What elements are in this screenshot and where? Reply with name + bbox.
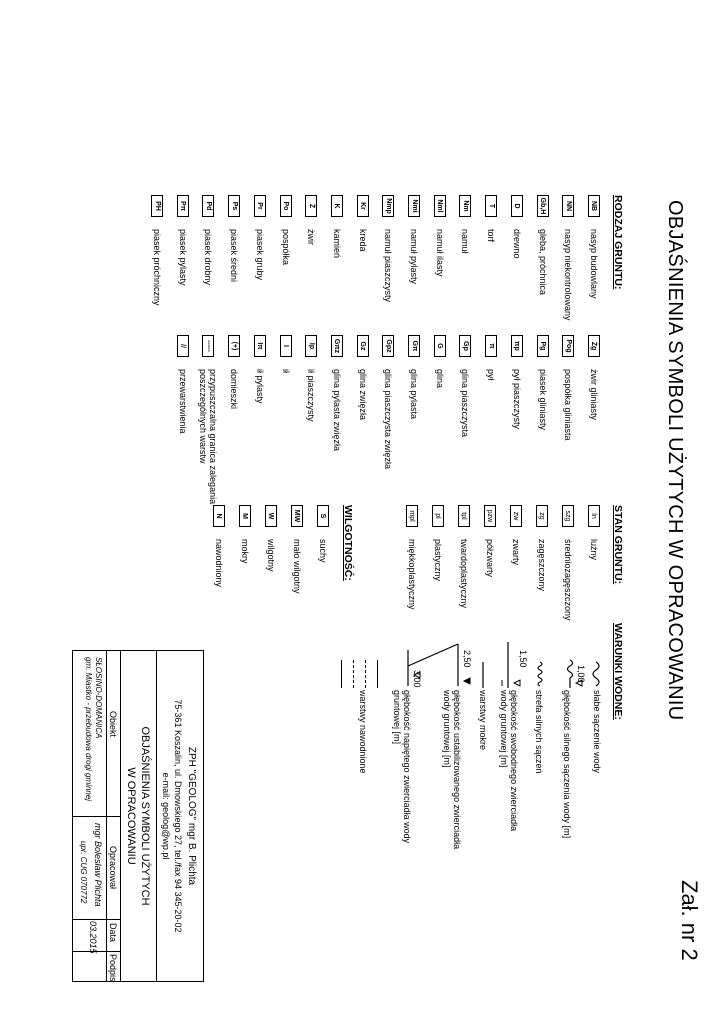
symbol-label: namuł ilasty bbox=[434, 229, 445, 277]
legend-row bbox=[329, 335, 345, 451]
object-detail: gm. Miastko - przebudowa drogi gminnej bbox=[84, 657, 93, 802]
symbol-code: I bbox=[280, 335, 292, 357]
symbol-label: piasek próchniczny bbox=[152, 229, 163, 306]
legend-row bbox=[404, 505, 420, 610]
symbol-label: przypuszczalna granica zalegania poszczególnych warstw bbox=[198, 369, 219, 505]
drawing-title-1: OBJAŚNIENIA SYMBOLI UŻYTYCH bbox=[139, 726, 151, 906]
symbol-code: Nml bbox=[434, 195, 446, 217]
symbol-label: glina bbox=[434, 369, 445, 389]
legend-row bbox=[483, 335, 499, 381]
legend-row bbox=[509, 195, 525, 259]
symbol-code: mpl bbox=[406, 505, 418, 527]
water-label-wet-layers: warstwy mokre bbox=[478, 690, 488, 751]
symbol-label: piasek gruby bbox=[254, 229, 265, 281]
legend-row bbox=[315, 505, 331, 563]
legend-row bbox=[458, 195, 474, 254]
symbol-label: namuł bbox=[460, 229, 471, 254]
legend-row bbox=[380, 195, 396, 302]
legend-row bbox=[226, 335, 242, 409]
symbol-label: glina pylasta zwięzła bbox=[332, 369, 342, 452]
symbol-code: Ż bbox=[305, 195, 317, 217]
symbol-label: glina zwięzła bbox=[357, 369, 368, 421]
sheet-number: Zał. nr 2 bbox=[677, 880, 702, 961]
symbol-label: namuł piaszczysty bbox=[383, 229, 394, 303]
symbol-code: W bbox=[265, 505, 277, 527]
stabilised-water-table-depth: 2,50 bbox=[462, 650, 472, 668]
symbol-label: średniozagęszczony bbox=[563, 539, 573, 621]
symbol-code: M bbox=[239, 505, 251, 527]
legend-row bbox=[483, 195, 499, 242]
symbol-code: ----- bbox=[203, 335, 215, 357]
symbol-label: torf bbox=[486, 229, 497, 243]
legend-row bbox=[278, 335, 294, 373]
symbol-label: ił piaszczysty bbox=[306, 369, 317, 422]
legend-row bbox=[586, 505, 602, 560]
symbol-label: luźny bbox=[589, 539, 599, 561]
symbol-code: zg bbox=[536, 505, 548, 527]
water-label-free-water-table: głębokość swobodnego zwierciadła wody gruntowej [m] bbox=[499, 690, 519, 832]
author-name: mgr Bolesław Plichta bbox=[93, 823, 103, 907]
legend-row bbox=[237, 505, 253, 564]
symbol-code: πp bbox=[511, 335, 523, 357]
symbol-code: Gz bbox=[357, 335, 369, 357]
symbol-label: piasek średni bbox=[229, 229, 240, 283]
symbol-label: pospółka gliniasta bbox=[563, 369, 574, 441]
legend-row bbox=[329, 195, 345, 258]
symbol-label: zagęszczony bbox=[537, 539, 547, 592]
moisture-heading: WILGOTNOŚĆ: bbox=[342, 505, 354, 581]
col-author: Opracował bbox=[108, 846, 118, 890]
symbol-label: ił bbox=[280, 369, 291, 373]
legend-row bbox=[406, 195, 422, 284]
legend-row bbox=[560, 505, 576, 621]
symbol-code: Ip bbox=[305, 335, 317, 357]
symbol-code: tpl bbox=[458, 505, 470, 527]
legend-row bbox=[303, 195, 319, 245]
legend-row bbox=[263, 505, 279, 572]
symbol-label: glina piaszczysta zwięzła bbox=[383, 369, 394, 470]
legend-row bbox=[211, 505, 227, 587]
symbol-code: szg bbox=[562, 505, 574, 527]
symbol-label: nasyp niekontrolowany bbox=[563, 229, 574, 321]
confined-water-table-depth: 3,00 bbox=[412, 670, 422, 688]
legend-row bbox=[535, 335, 551, 430]
author-license: upr. CUG 070772 bbox=[79, 841, 88, 904]
title-block bbox=[72, 650, 204, 982]
symbol-label: miękkoplastyczny bbox=[407, 539, 417, 610]
company-address: 75-361 Koszalin, ul. Dmowskiego 27, tel./fax 94 345-20-02 bbox=[173, 699, 183, 933]
col-sign: Podpis bbox=[108, 954, 118, 982]
water-bearing-layers-icon bbox=[338, 660, 384, 690]
symbol-code: Pog bbox=[562, 335, 574, 357]
water-label-stabilised: głębokość ustabilizowanego zwierciadła wody gruntowej [m] bbox=[442, 690, 462, 850]
symbol-code: Gπ bbox=[408, 335, 420, 357]
water-label-water-bearing: warstwy nawodnione bbox=[358, 690, 368, 774]
water-label-seepage-zone: strefa silnych sączeń bbox=[534, 690, 544, 774]
symbol-code: T bbox=[485, 195, 497, 217]
symbol-code: Nmp bbox=[382, 195, 394, 217]
water-heading: WARUNKI WODNE: bbox=[612, 623, 624, 720]
legend-row bbox=[252, 195, 268, 280]
symbol-code: ln bbox=[588, 505, 600, 527]
symbol-label: nasyp budowlany bbox=[589, 229, 599, 299]
legend-row bbox=[355, 195, 371, 252]
symbol-label: twardoplastyczny bbox=[459, 539, 469, 609]
symbol-label: nawodniony bbox=[214, 539, 224, 588]
symbol-label: piasek pylasty bbox=[177, 229, 188, 286]
symbol-code: Gpz bbox=[382, 335, 394, 357]
symbol-code: pzw bbox=[484, 505, 496, 527]
legend-row bbox=[535, 195, 551, 295]
col-object: Obiekt bbox=[108, 711, 118, 738]
symbol-code: Nmi bbox=[408, 195, 420, 217]
symbol-label: półzwarty bbox=[485, 539, 495, 578]
date-value: 03.2015 bbox=[88, 921, 98, 954]
legend-row bbox=[432, 335, 448, 388]
legend-row bbox=[201, 195, 217, 285]
symbol-code: NN bbox=[562, 195, 574, 217]
legend-row bbox=[406, 335, 422, 419]
symbol-label: namuł pylasty bbox=[409, 229, 420, 285]
symbol-label: domieszki bbox=[229, 369, 240, 410]
legend-row bbox=[175, 195, 191, 286]
drawing-title-2: W OPRACOWANIU bbox=[125, 767, 137, 865]
symbol-label: pył piaszczysty bbox=[511, 369, 522, 430]
legend-row bbox=[509, 335, 525, 429]
symbol-label: drewno bbox=[511, 229, 522, 259]
legend-row bbox=[430, 505, 446, 581]
symbol-code: zw bbox=[510, 505, 522, 527]
symbol-label: plastyczny bbox=[433, 539, 443, 582]
symbol-code: // bbox=[177, 335, 189, 357]
legend-row bbox=[458, 335, 474, 437]
company-email: e-mail: geolog@wp.pl bbox=[161, 772, 171, 860]
symbol-label: zwarty bbox=[511, 539, 521, 566]
symbol-code: (+) bbox=[228, 335, 240, 357]
symbol-label: piasek drobny bbox=[203, 229, 214, 286]
symbol-label: kamień bbox=[332, 229, 342, 259]
symbol-code: Gb,H bbox=[537, 195, 549, 217]
legend-row bbox=[226, 195, 242, 282]
legend-row bbox=[432, 195, 448, 277]
soil-state-heading: STAN GRUNTU: bbox=[612, 505, 624, 585]
symbol-label: przewarstwienia bbox=[177, 369, 188, 434]
legend-row bbox=[456, 505, 472, 608]
symbol-code: Gπz bbox=[331, 335, 343, 357]
symbol-code: Nm bbox=[460, 195, 472, 217]
symbol-code: Kr bbox=[357, 195, 369, 217]
soil-types-heading: RODZAJ GRUNTU: bbox=[612, 195, 624, 290]
symbol-label: piasek gliniasty bbox=[537, 369, 548, 431]
legend-row bbox=[278, 195, 294, 265]
legend-row bbox=[303, 335, 319, 422]
symbol-label: ił pylasty bbox=[254, 369, 265, 404]
legend-row bbox=[289, 505, 305, 594]
symbol-code: K bbox=[331, 195, 343, 217]
symbol-code: Iπ bbox=[254, 335, 266, 357]
legend-row bbox=[252, 335, 268, 404]
symbol-code: D bbox=[511, 195, 523, 217]
symbol-code: Pd bbox=[203, 195, 215, 217]
symbol-code: Pπ bbox=[177, 195, 189, 217]
symbol-label: żwir bbox=[306, 229, 317, 245]
legend-row bbox=[508, 505, 524, 565]
water-label-strong-seepage: głębokość silnego sączenia wody [m] bbox=[562, 690, 572, 839]
symbol-code: Pr bbox=[254, 195, 266, 217]
symbol-code: pl bbox=[432, 505, 444, 527]
symbol-label: pospółka bbox=[280, 229, 291, 266]
legend-row bbox=[380, 335, 396, 469]
symbol-label: suchy bbox=[318, 539, 328, 563]
free-water-table-depth: 1,50 bbox=[518, 650, 528, 668]
water-table-diagram-icon bbox=[392, 640, 472, 690]
symbol-code: G bbox=[434, 335, 446, 357]
legend-row bbox=[560, 195, 576, 321]
symbol-code: Ps bbox=[228, 195, 240, 217]
symbol-code: MW bbox=[291, 505, 303, 527]
legend-row bbox=[355, 335, 371, 420]
legend-row bbox=[586, 195, 602, 299]
legend-row bbox=[560, 335, 576, 441]
symbol-label: żwir gliniasty bbox=[589, 369, 599, 421]
water-label-weak-seepage: słabe sączenie wody bbox=[592, 690, 602, 774]
legend-row bbox=[149, 195, 165, 306]
symbol-code: NB bbox=[588, 195, 600, 217]
water-label-confined: głębokość napiętego zwierciadła wody gruntowej [m] bbox=[392, 690, 412, 844]
symbol-code: Żg bbox=[588, 335, 600, 357]
symbol-code: π bbox=[485, 335, 497, 357]
legend-row bbox=[175, 335, 191, 434]
legend-row bbox=[482, 505, 498, 577]
symbol-label: wilgotny bbox=[266, 539, 276, 572]
symbol-code: Po bbox=[280, 195, 292, 217]
strong-seepage-depth: 1,00 bbox=[576, 665, 586, 683]
symbol-code: Pg bbox=[537, 335, 549, 357]
symbol-code: S bbox=[317, 505, 329, 527]
company-name: ZPH "GEOLOG" mgr B. Plichta bbox=[186, 746, 197, 886]
col-date: Data bbox=[108, 923, 118, 943]
legend-row bbox=[586, 335, 602, 420]
page-title: OBJAŚNIENIA SYMBOLI UŻYTYCH W OPRACOWANIU bbox=[664, 200, 686, 721]
weak-seepage-icon bbox=[586, 660, 606, 690]
legend-row bbox=[534, 505, 550, 591]
wet-layers-icon bbox=[476, 660, 490, 690]
symbol-code: PH bbox=[151, 195, 163, 217]
symbol-label: mokry bbox=[240, 539, 250, 564]
symbol-label: kreda bbox=[357, 229, 368, 252]
symbol-code: N bbox=[213, 505, 225, 527]
symbol-label: glina piaszczysta bbox=[460, 369, 471, 438]
symbol-label: glina pylasta bbox=[409, 369, 420, 420]
symbol-label: pył bbox=[486, 369, 497, 381]
symbol-label: gleba, próchnica bbox=[537, 229, 548, 296]
symbol-label: mało wilgotny bbox=[292, 539, 302, 594]
seepage-zone-icon bbox=[532, 660, 548, 690]
object-name: SŁOSINO-DOMANICA bbox=[94, 657, 103, 739]
symbol-code: Gp bbox=[460, 335, 472, 357]
